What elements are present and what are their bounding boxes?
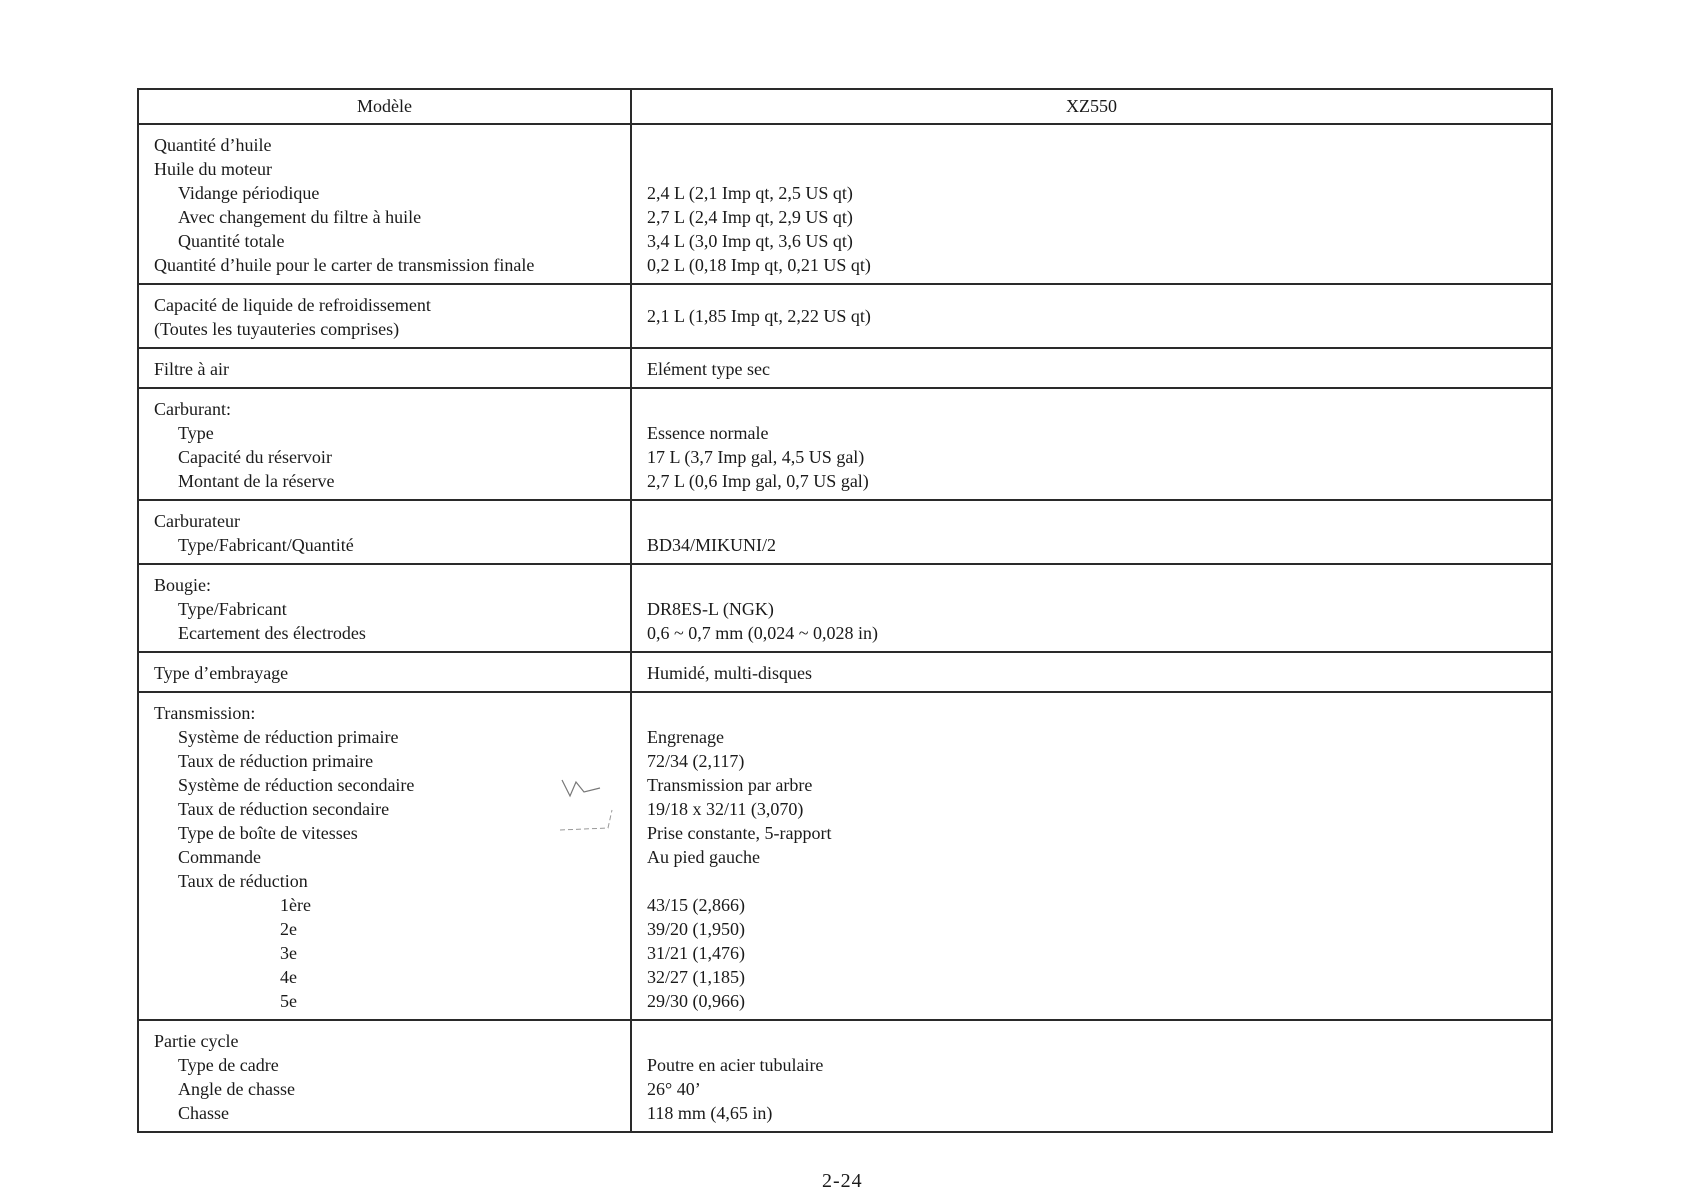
row-value-cell [631,692,1552,1020]
row-label-cell [138,1020,631,1132]
row-value-line [647,869,1551,893]
row-value-line [647,1029,1551,1053]
row-label-line: Partie cycle [154,1031,239,1051]
page-number: 2-24 [822,1170,863,1192]
header-model-value: XZ550 [631,89,1552,124]
table-row-coolant [138,284,1552,348]
row-value-line: 2,7 L (0,6 Imp gal, 0,7 US gal) [647,471,869,491]
row-label-line: Capacité de liquide de refroidissement [154,295,431,315]
row-label-line: Huile du moteur [154,159,272,179]
row-value-cell [631,500,1552,564]
table-row-air-filter [138,348,1552,388]
row-label-line: Taux de réduction secondaire [178,799,390,819]
table-row-oil-quantity [138,124,1552,284]
row-value-line [647,701,1551,725]
row-value-line: 26° 40’ [647,1079,701,1099]
row-label-line: Filtre à air [154,359,229,379]
row-label-cell [138,500,631,564]
row-value-line: 39/20 (1,950) [647,919,745,939]
row-value-line: Elément type sec [647,359,770,379]
row-label-line: Vidange périodique [178,183,320,203]
row-value-line: 29/30 (0,966) [647,991,745,1011]
row-label-line: Ecartement des électrodes [178,623,366,643]
row-label-line: Carburateur [154,511,240,531]
table-row-transmission [138,692,1552,1020]
row-label-line: Carburant: [154,399,231,419]
header-model: Modèle [138,89,631,124]
row-value-line [647,133,1551,157]
row-value-line [647,573,1551,597]
row-label-line: 1ère [280,895,311,915]
row-value-cell [631,124,1552,284]
row-label-line: Taux de réduction [178,871,308,891]
row-value-line: 31/21 (1,476) [647,943,745,963]
row-label-line: Type de cadre [178,1055,279,1075]
spec-table [137,88,1553,1133]
row-label-line: 3e [280,943,297,963]
row-value-cell [631,564,1552,652]
row-label-line: Système de réduction primaire [178,727,399,747]
row-value-line: 32/27 (1,185) [647,967,745,987]
row-value-line: Prise constante, 5-rapport [647,823,832,843]
row-value-cell [631,348,1552,388]
row-value-line: 72/34 (2,117) [647,751,745,771]
row-value-line: 17 L (3,7 Imp gal, 4,5 US gal) [647,447,865,467]
row-label-line: Transmission: [154,703,256,723]
row-value-line: Au pied gauche [647,847,760,867]
row-label-cell [138,388,631,500]
row-label-cell [138,692,631,1020]
row-label-cell [138,652,631,692]
table-row-spark-plug [138,564,1552,652]
row-value-line: Transmission par arbre [647,775,813,795]
row-label-line: 5e [280,991,297,1011]
row-value-line: 118 mm (4,65 in) [647,1103,773,1123]
row-value-line [647,509,1551,533]
table-row-clutch [138,652,1552,692]
row-label-line: (Toutes les tuyauteries comprises) [154,319,400,339]
row-value-line: Humidé, multi-disques [647,663,812,683]
row-label-line: Type de boîte de vitesses [178,823,358,843]
pen-scribble-mark [560,770,650,840]
row-label-line: 2e [280,919,297,939]
row-label-line: Type [178,423,214,443]
row-label-line: Chasse [178,1103,229,1123]
row-value-line: 0,6 ~ 0,7 mm (0,024 ~ 0,028 in) [647,623,878,643]
row-value-line: 3,4 L (3,0 Imp qt, 3,6 US qt) [647,231,853,251]
row-label-line: Type d’embrayage [154,663,289,683]
row-label-line: Commande [178,847,261,867]
row-label-line: Quantité totale [178,231,285,251]
row-label-line: Avec changement du filtre à huile [178,207,422,227]
row-value-line: 2,4 L (2,1 Imp qt, 2,5 US qt) [647,183,853,203]
row-value-line [647,397,1551,421]
row-value-cell [631,284,1552,348]
row-label-line: Système de réduction secondaire [178,775,415,795]
row-label-line: Type/Fabricant/Quantité [178,535,354,555]
table-row-fuel [138,388,1552,500]
row-label-cell [138,124,631,284]
row-label-cell [138,284,631,348]
row-label-line: Capacité du réservoir [178,447,332,467]
row-value-line: Engrenage [647,727,724,747]
row-label-line: 4e [280,967,297,987]
row-label-line: Bougie: [154,575,211,595]
row-value-line [647,157,1551,181]
row-value-line: DR8ES-L (NGK) [647,599,774,619]
row-value-cell [631,388,1552,500]
row-value-line: 43/15 (2,866) [647,895,745,915]
table-row-carburetor [138,500,1552,564]
row-value-line: 2,1 L (1,85 Imp qt, 2,22 US qt) [647,306,871,326]
row-label-line: Montant de la réserve [178,471,335,491]
row-label-line: Type/Fabricant [178,599,287,619]
row-value-cell [631,1020,1552,1132]
row-value-line: Poutre en acier tubulaire [647,1055,824,1075]
row-value-line: 19/18 x 32/11 (3,070) [647,799,804,819]
row-label-cell [138,348,631,388]
table-row-chassis [138,1020,1552,1132]
row-value-line: Essence normale [647,423,769,443]
row-label-cell [138,564,631,652]
row-value-line: 0,2 L (0,18 Imp qt, 0,21 US qt) [647,255,871,275]
row-value-cell [631,652,1552,692]
row-label-line: Quantité d’huile pour le carter de transmission finale [154,255,535,275]
row-value-line: 2,7 L (2,4 Imp qt, 2,9 US qt) [647,207,853,227]
row-value-line: BD34/MIKUNI/2 [647,535,776,555]
row-label-line: Taux de réduction primaire [178,751,374,771]
row-label-line: Quantité d’huile [154,135,272,155]
table-header-row [138,89,1552,124]
row-label-line: Angle de chasse [178,1079,295,1099]
